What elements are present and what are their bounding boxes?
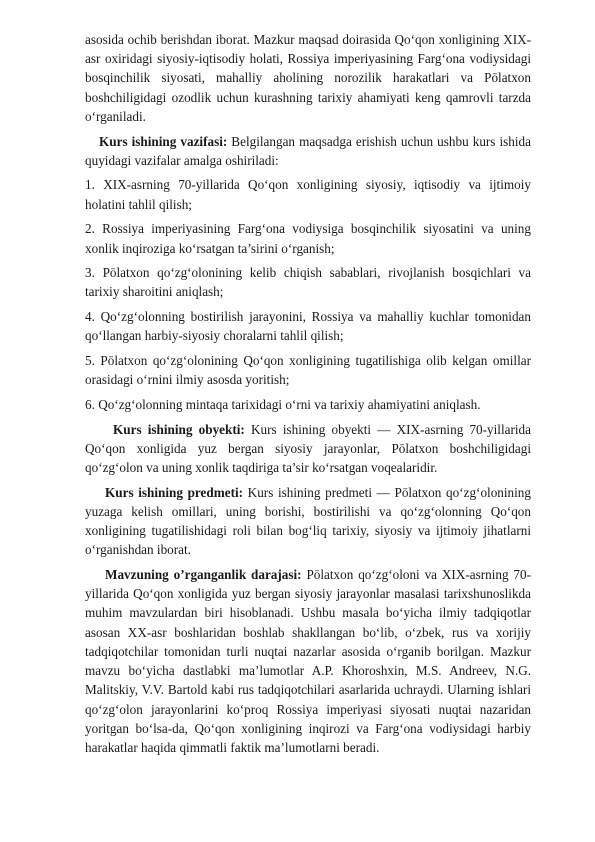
object-text: Kurs ishining obyekti — XIX-asrning 70-yillarida Qo‘qon xonligida yuz bergan siyosiy jarayonlar, Pōlatxon boshchiligidagi qo‘zg‘olon va uning xonlik taqdiriga ta’sir ko‘rsatgan voqealaridir. [85,421,531,476]
task-item-4: 4. Qo‘zg‘olonning bostirilish jarayonini, Rossiya va mahalliy kuchlar tomonidan qo‘llangan harbiy-siyosiy choralarni tahlil qilish; [85,309,531,344]
tasks-text: Belgilangan maqsadga erishish uchun ushbu kurs ishida quyidagi vazifalar amalga oshiriladi: [85,133,531,168]
tasks-paragraph [85,132,531,170]
subject-heading: Kurs ishining predmeti: [105,484,244,500]
tasks-heading: Kurs ishining vazifasi: [99,133,228,149]
task-item-1: 1. XIX-asrning 70-yillarida Qo‘qon xonligining siyosiy, iqtisodiy va ijtimoiy holatini tahlil qilish; [85,177,531,212]
subject-paragraph [85,483,531,560]
study-heading: Mavzuning o’rganganlik darajasi: [105,567,302,583]
object-paragraph [85,420,531,478]
intro-paragraph: asosida ochib berishdan iborat. Mazkur maqsad doirasida Qo‘qon xonligining XIX-asr oxiridagi siyosiy-iqtisodiy holati, Rossiya imperiyasining Farg‘ona vodiysidagi bosqinchilik siyosati, mahalliy aholining norozilik harakatlari va Pōlatxon boshchiligidagi ozodlik uchun kurashning tarixiy ahamiyati keng qamrovli tarzda o‘rganiladi. [85,32,531,124]
subject-text: Kurs ishining predmeti — Pōlatxon qo‘zg‘olonining yuzaga kelish omillari, uning borishi, bostirilishi va qo‘zg‘olonning Qo‘qon xonligining tugatilishidagi roli bilan bog‘liq tarixiy, siyosiy va ijtimoiy jihatlarni o‘rganishdan iborat. [85,484,531,558]
task-item-5: 5. Pōlatxon qo‘zg‘olonining Qo‘qon xonligining tugatilishiga olib kelgan omillar orasidagi o‘rnini ilmiy asosda yoritish; [85,353,531,388]
document-page [85,30,531,763]
task-item-2: 2. Rossiya imperiyasining Farg‘ona vodiysiga bosqinchilik siyosatini va uning xonlik inqiroziga ko‘rsatgan ta’sirini o‘rganish; [85,221,531,256]
study-text: Pōlatxon qo‘zg‘oloni va XIX-asrning 70-yillarida Qo‘qon xonligida yuz bergan siyosiy jarayonlar masalasi tarixshunoslikda muhim mavzulardan biri hisoblanadi. Ushbu masala bo‘yicha ilmiy tadqiqotlar asosan XX-asr boshlaridan boshlab shakllangan bo‘lib, o‘zbek, rus va xorijiy tadqiqotchilar tomonidan turli nuqtai nazarlar asosida o‘rganib borilgan. Mazkur mavzu bo‘yicha dastlabki ma’lumotlar A.P. Khoroshxin, M.S. Andreev, N.G. Malitskiy, V.V. Bartold kabi rus tadqiqotchilari asarlarida uchraydi. Ularning ishlari qo‘zg‘olon jarayonlarini ko‘proq Rossiya imperiyasi siyosati nuqtai nazaridan yoritgan bo‘lsa-da, Qo‘qon xonligining inqirozi va Farg‘ona vodiysidagi harbiy harakatlar haqida qimmatli faktik ma’lumotlarni beradi. [85,567,531,755]
task-item-3: 3. Pōlatxon qo‘zg‘olonining kelib chiqish sabablari, rivojlanish bosqichlari va tarixiy sharoitini aniqlash; [85,265,531,300]
study-paragraph [85,565,531,757]
task-item-6: 6. Qo‘zg‘olonning mintaqa tarixidagi o‘rni va tarixiy ahamiyatini aniqlash. [85,396,481,412]
object-heading: Kurs ishining obyekti: [113,421,245,437]
